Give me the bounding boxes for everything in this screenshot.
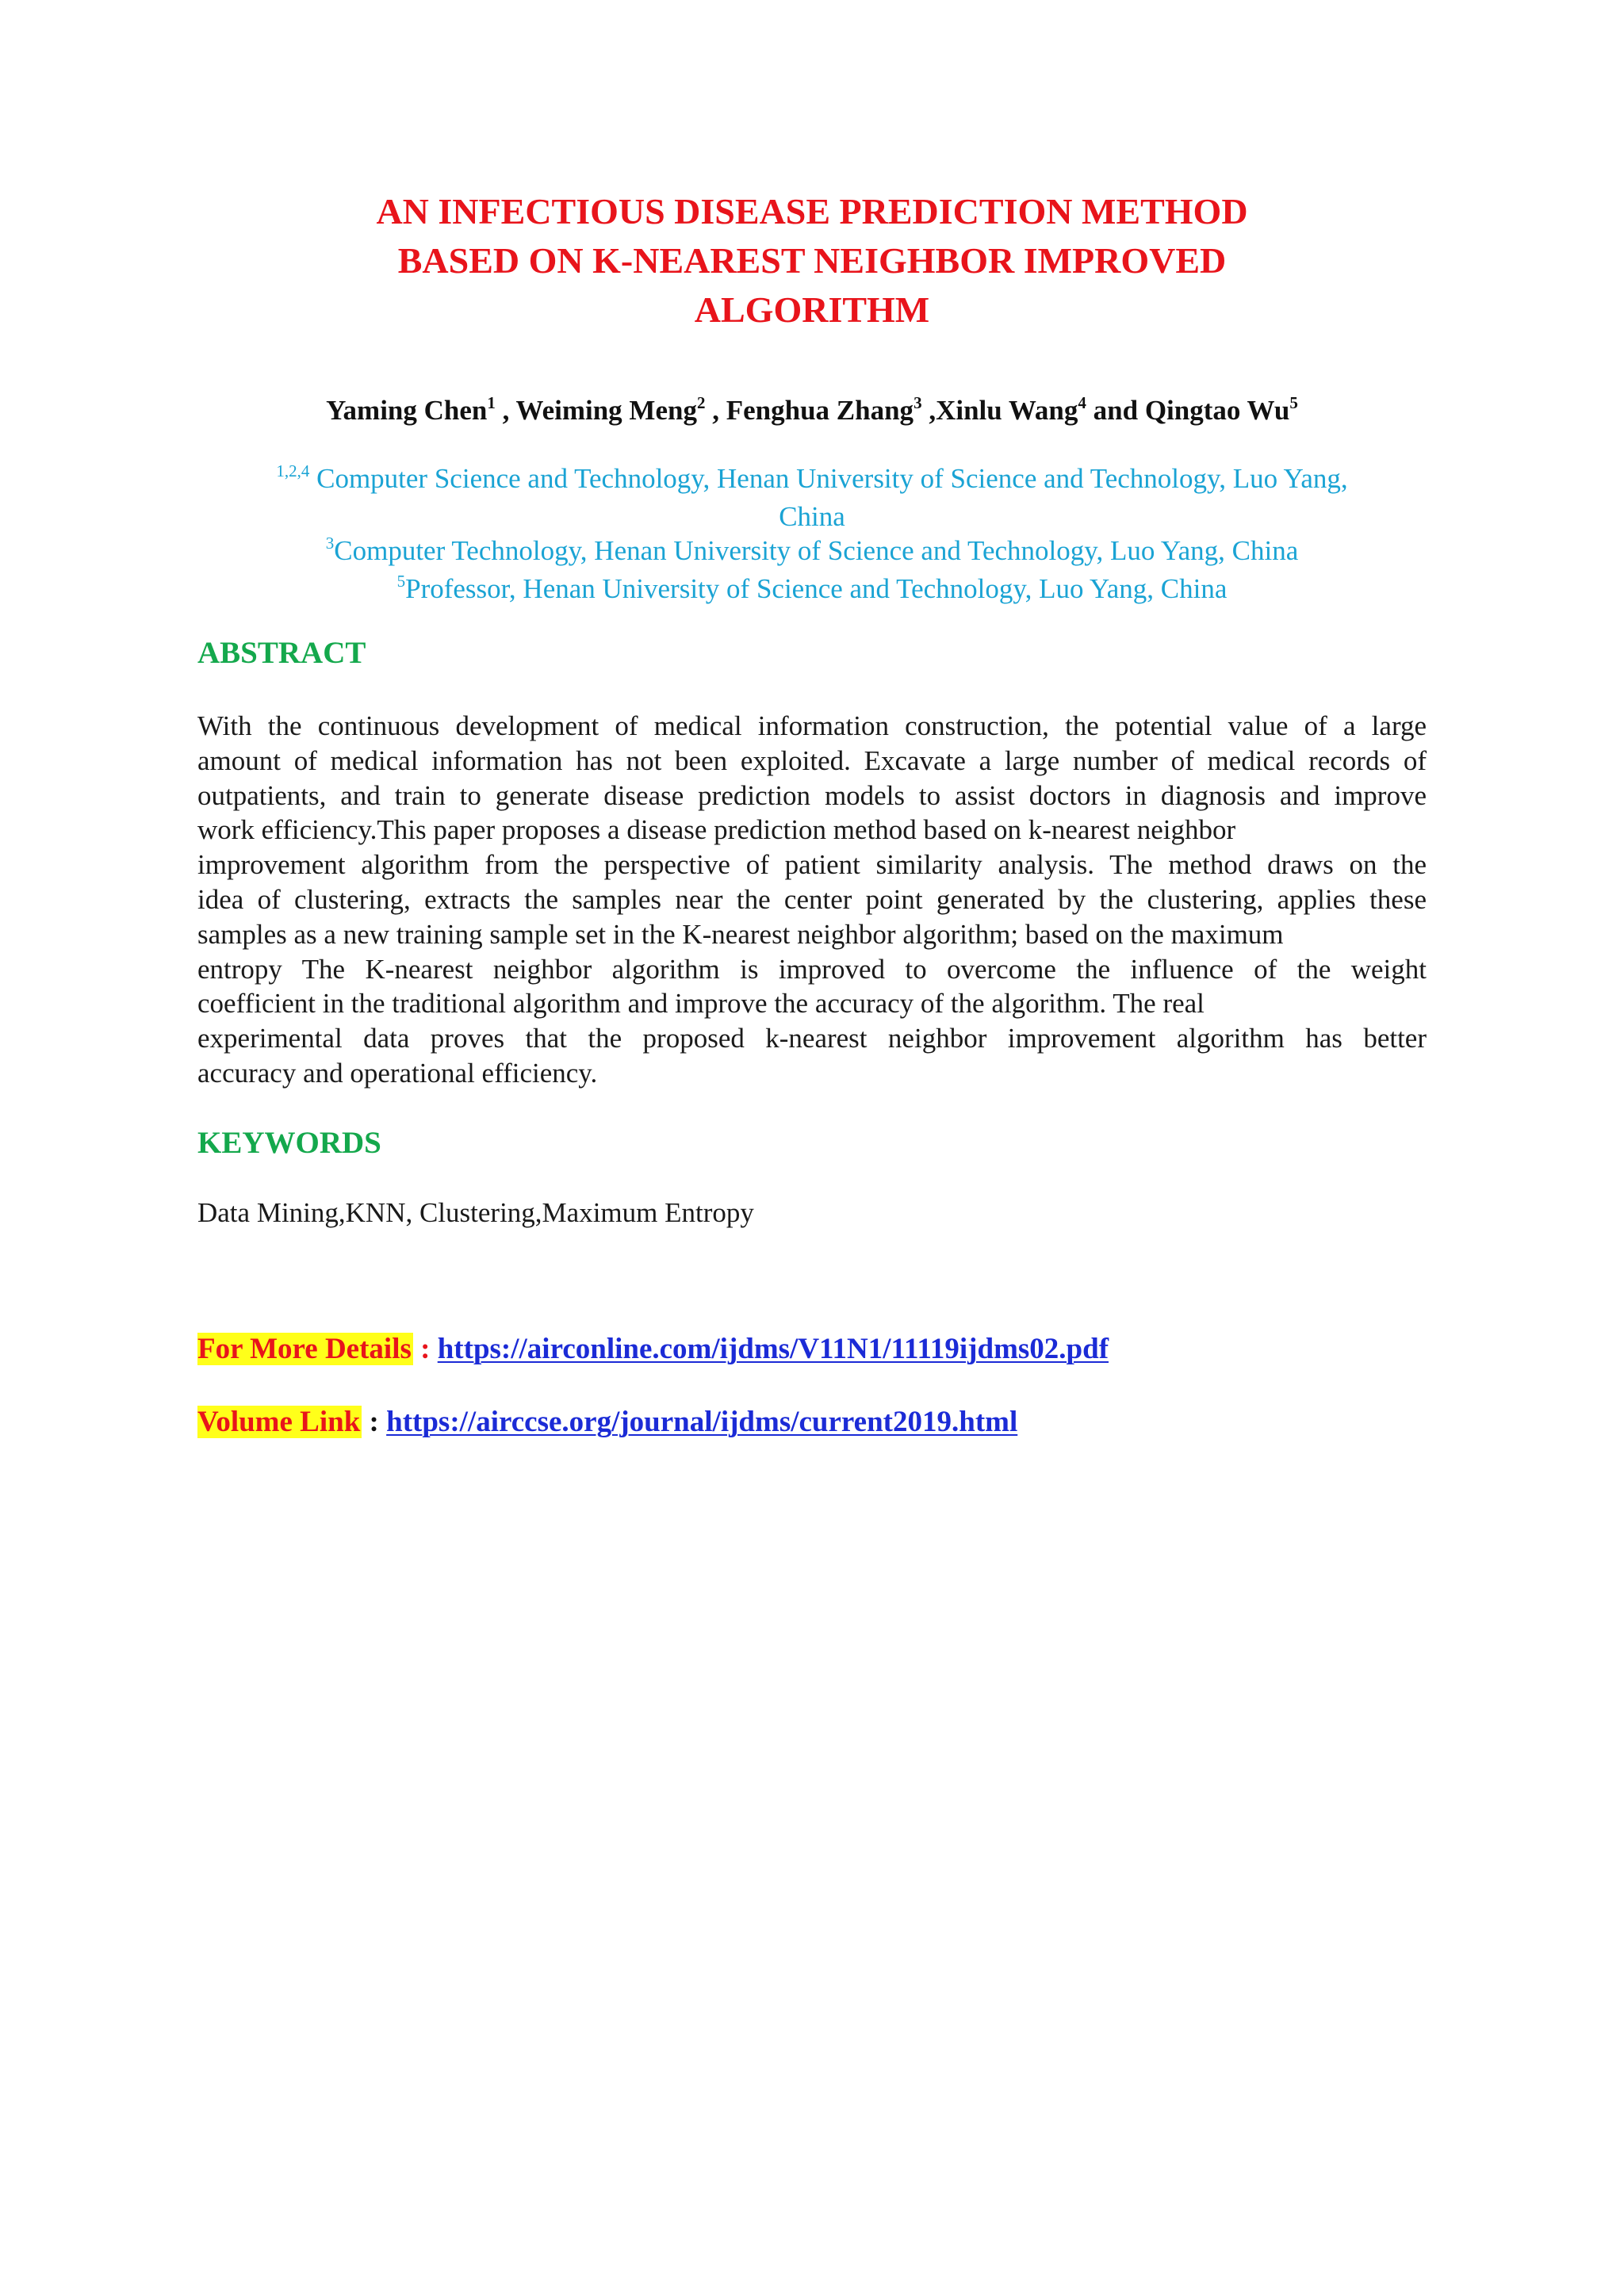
volume-link-row [197,1403,1017,1441]
affiliation-mark: 3 [325,534,335,553]
keywords-text: Data Mining,KNN, Clustering,Maximum Entropy [197,1197,754,1228]
details-url-link[interactable]: https://airconline.com/ijdms/V11N1/11119ijdms02.pdf [437,1333,1109,1365]
details-separator: : [412,1333,438,1365]
title-line: BASED ON K-NEAREST NEIGHBOR IMPROVED [397,240,1227,281]
abstract-line: work efficiency.This paper proposes a disease prediction method based on k-nearest neighbor [197,814,1236,846]
abstract-line: entropy The K-nearest neighbor algorithm is improved to overcome the influence of the weight [197,953,1427,985]
affiliation-line [198,534,1426,572]
abstract-line: accuracy and operational efficiency. [197,1057,598,1089]
abstract-line: idea of clustering, extracts the samples near the center point generated by the clustering, applies these [197,883,1427,915]
author-separator: , [495,395,516,426]
author-affiliation-mark: 4 [1078,393,1086,412]
abstract-line: improvement algorithm from the perspective of patient similarity analysis. The method draws on the [197,849,1427,881]
abstract-line: With the continuous development of medical information construction, the potential value of a large [197,710,1427,741]
affiliation-mark: 1,2,4 [276,461,310,480]
author-affiliation-mark: 3 [914,393,922,412]
author-affiliation-mark: 5 [1289,393,1298,412]
affiliation-line [198,572,1426,610]
author-name: Qingtao Wu [1144,395,1290,426]
abstract-text [197,709,1427,1091]
abstract-line: experimental data proves that the proposed k-nearest neighbor improvement algorithm has better [197,1023,1427,1054]
affiliation-text: Professor, Henan University of Science and Technology, Luo Yang, China [405,573,1228,604]
author-name: Fenghua Zhang [726,395,914,426]
volume-separator: : [362,1406,387,1438]
affiliation-mark: 5 [396,572,406,591]
affiliation-line [198,461,1426,499]
abstract-line: coefficient in the traditional algorithm and improve the accuracy of the algorithm. The real [197,988,1205,1020]
author-affiliation-mark: 2 [696,393,706,412]
details-label: For More Details [197,1333,412,1365]
volume-label: Volume Link [197,1406,361,1438]
author-separator: and [1086,395,1145,426]
author-separator: , [705,395,726,426]
author-separator: , [921,395,936,426]
affiliation-text: Computer Technology, Henan University of Science and Technology, Luo Yang, China [334,535,1299,566]
author-affiliation-mark: 1 [487,393,496,412]
abstract-line: samples as a new training sample set in the K-nearest neighbor algorithm; based on the maximum [197,918,1284,950]
affiliation-line: China [779,501,845,532]
author-name: Weiming Meng [515,395,697,426]
keywords-heading: KEYWORDS [197,1126,381,1160]
volume-url-link[interactable]: https://airccse.org/journal/ijdms/current2019.html [386,1406,1018,1438]
affiliation-list [198,461,1426,610]
abstract-line: amount of medical information has not been exploited. Excavate a large number of medical records of [197,744,1427,776]
abstract-line: outpatients, and train to generate disease prediction models to assist doctors in diagnosis and improve [197,779,1427,811]
title-line: AN INFECTIOUS DISEASE PREDICTION METHOD [376,191,1248,232]
abstract-heading: ABSTRACT [197,636,366,670]
author-list [159,392,1465,433]
author-name: Yaming Chen [326,395,488,426]
title-line: ALGORITHM [694,289,930,330]
paper-title [238,187,1386,335]
author-name: Xinlu Wang [936,395,1078,426]
details-link-row [197,1330,1109,1368]
affiliation-text: Computer Science and Technology, Henan University of Science and Technology, Luo Yang, [309,463,1348,494]
